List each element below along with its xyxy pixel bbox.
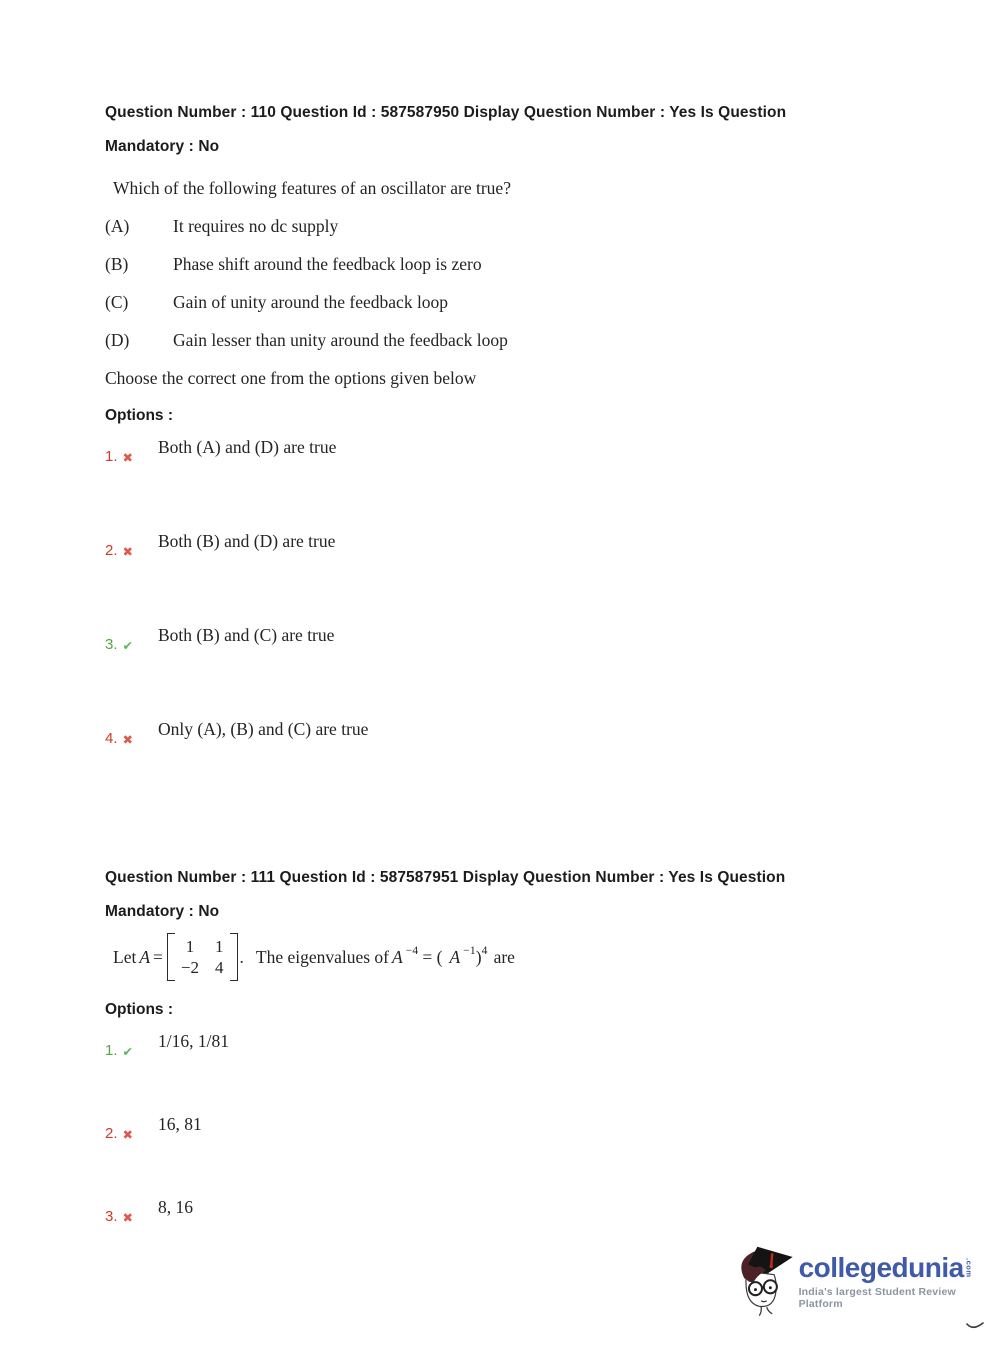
- answer-number: 1.: [105, 1042, 118, 1059]
- sub-option-text: Phase shift around the feedback loop is zero: [173, 254, 482, 274]
- brand-name: collegedunia: [798, 1252, 964, 1283]
- question-110-header: [105, 96, 917, 164]
- equation-variable: A: [139, 946, 151, 967]
- answer-option-1: [105, 436, 917, 530]
- question-block-111: [105, 861, 917, 1279]
- question-110-sub-options: [105, 216, 917, 351]
- sub-option-d: [105, 330, 917, 351]
- answer-number: 1.: [105, 448, 118, 465]
- question-110-answers: [105, 436, 917, 812]
- equation-close-paren: ): [475, 946, 482, 967]
- matrix-right-bracket: [230, 933, 238, 981]
- sub-option-text: It requires no dc supply: [173, 216, 339, 236]
- equation-variable: A: [449, 946, 461, 967]
- question-header-line2: Mandatory : No: [105, 903, 220, 920]
- cross-icon: ✖: [122, 544, 133, 559]
- question-header-line2: Mandatory : No: [105, 138, 220, 155]
- question-110-text: Which of the following features of an oscillator are true?: [113, 178, 511, 198]
- answer-marker: [105, 530, 158, 559]
- question-111-header: [105, 861, 917, 929]
- check-icon: ✔: [122, 1044, 133, 1059]
- answer-marker: [105, 1113, 158, 1142]
- answer-option-4: [105, 718, 917, 812]
- cross-icon: ✖: [122, 1210, 133, 1225]
- answer-marker: [105, 1030, 158, 1059]
- answer-text: Both (B) and (C) are true: [158, 625, 335, 645]
- answer-marker: [105, 624, 158, 653]
- sub-option-c: [105, 292, 917, 313]
- answer-option-2: [105, 530, 917, 624]
- matrix-left-bracket: [167, 933, 175, 981]
- answer-text: Only (A), (B) and (C) are true: [158, 719, 369, 739]
- question-110-closing-text: Choose the correct one from the options given below: [105, 368, 477, 388]
- sub-option-label: (C): [105, 292, 129, 312]
- answer-number: 3.: [105, 1208, 118, 1225]
- sub-option-label: (D): [105, 330, 130, 350]
- answer-marker: [105, 436, 158, 465]
- matrix: [167, 933, 238, 981]
- answer-text: 16, 81: [158, 1114, 202, 1134]
- equation-equals: =: [153, 946, 163, 967]
- sub-option-label: (B): [105, 254, 129, 274]
- exponent: −4: [405, 945, 419, 957]
- matrix-entries: [175, 933, 230, 981]
- equation-suffix: are: [493, 946, 515, 967]
- question-block-110: [105, 96, 917, 812]
- equation-variable: A: [392, 946, 403, 967]
- cross-icon: ✖: [122, 450, 133, 465]
- cross-icon: ✖: [122, 732, 133, 747]
- matrix-cell: 4: [215, 958, 224, 977]
- question-111-equation: [105, 929, 917, 985]
- answer-text: 1/16, 1/81: [158, 1031, 229, 1051]
- exponent: 4: [481, 945, 488, 957]
- equation-between: = (: [422, 946, 443, 967]
- question-header-line1: Question Number : 111 Question Id : 587587951 Display Question Number : Yes Is Question: [105, 869, 786, 886]
- sub-option-text: Gain lesser than unity around the feedback loop: [173, 330, 508, 350]
- equation-mid-text: The eigenvalues of: [255, 946, 390, 967]
- answer-marker: [105, 1196, 158, 1225]
- check-icon: ✔: [122, 638, 133, 653]
- answer-option-2: [105, 1113, 917, 1196]
- answer-marker: [105, 718, 158, 747]
- answer-text: 8, 16: [158, 1197, 193, 1217]
- equation-prefix: Let: [113, 946, 137, 967]
- options-label: Options :: [105, 407, 174, 424]
- logo-swoosh-icon: [965, 1320, 985, 1332]
- logo-tagline: India's largest Student Review Platform: [798, 1286, 956, 1310]
- matrix-cell: 1: [185, 937, 195, 956]
- sub-option-text: Gain of unity around the feedback loop: [173, 292, 449, 312]
- sub-option-b: [105, 254, 917, 275]
- cross-icon: ✖: [122, 1127, 133, 1142]
- answer-number: 3.: [105, 636, 118, 653]
- logo-text-column: [799, 1242, 989, 1332]
- answer-option-1: [105, 1030, 917, 1113]
- matrix-cell: 1: [215, 937, 224, 956]
- answer-option-3: [105, 624, 917, 718]
- answer-number: 2.: [105, 1125, 118, 1142]
- answer-text: Both (B) and (D) are true: [158, 531, 336, 551]
- collegedunia-logo: [735, 1242, 989, 1332]
- matrix-cell: −2: [180, 958, 199, 977]
- answer-number: 4.: [105, 730, 118, 747]
- sub-option-label: (A): [105, 216, 130, 236]
- exponent: −1: [463, 945, 476, 957]
- equation-period: .: [239, 946, 244, 967]
- question-header-line1: Question Number : 110 Question Id : 587587950 Display Question Number : Yes Is Question: [105, 104, 787, 121]
- answer-text: Both (A) and (D) are true: [158, 437, 337, 457]
- document-page: [105, 0, 917, 1279]
- collegedunia-mascot-icon: [735, 1242, 795, 1326]
- brand-suffix: .com: [964, 1258, 974, 1278]
- answer-number: 2.: [105, 542, 118, 559]
- options-label: Options :: [105, 1001, 174, 1018]
- sub-option-a: [105, 216, 917, 237]
